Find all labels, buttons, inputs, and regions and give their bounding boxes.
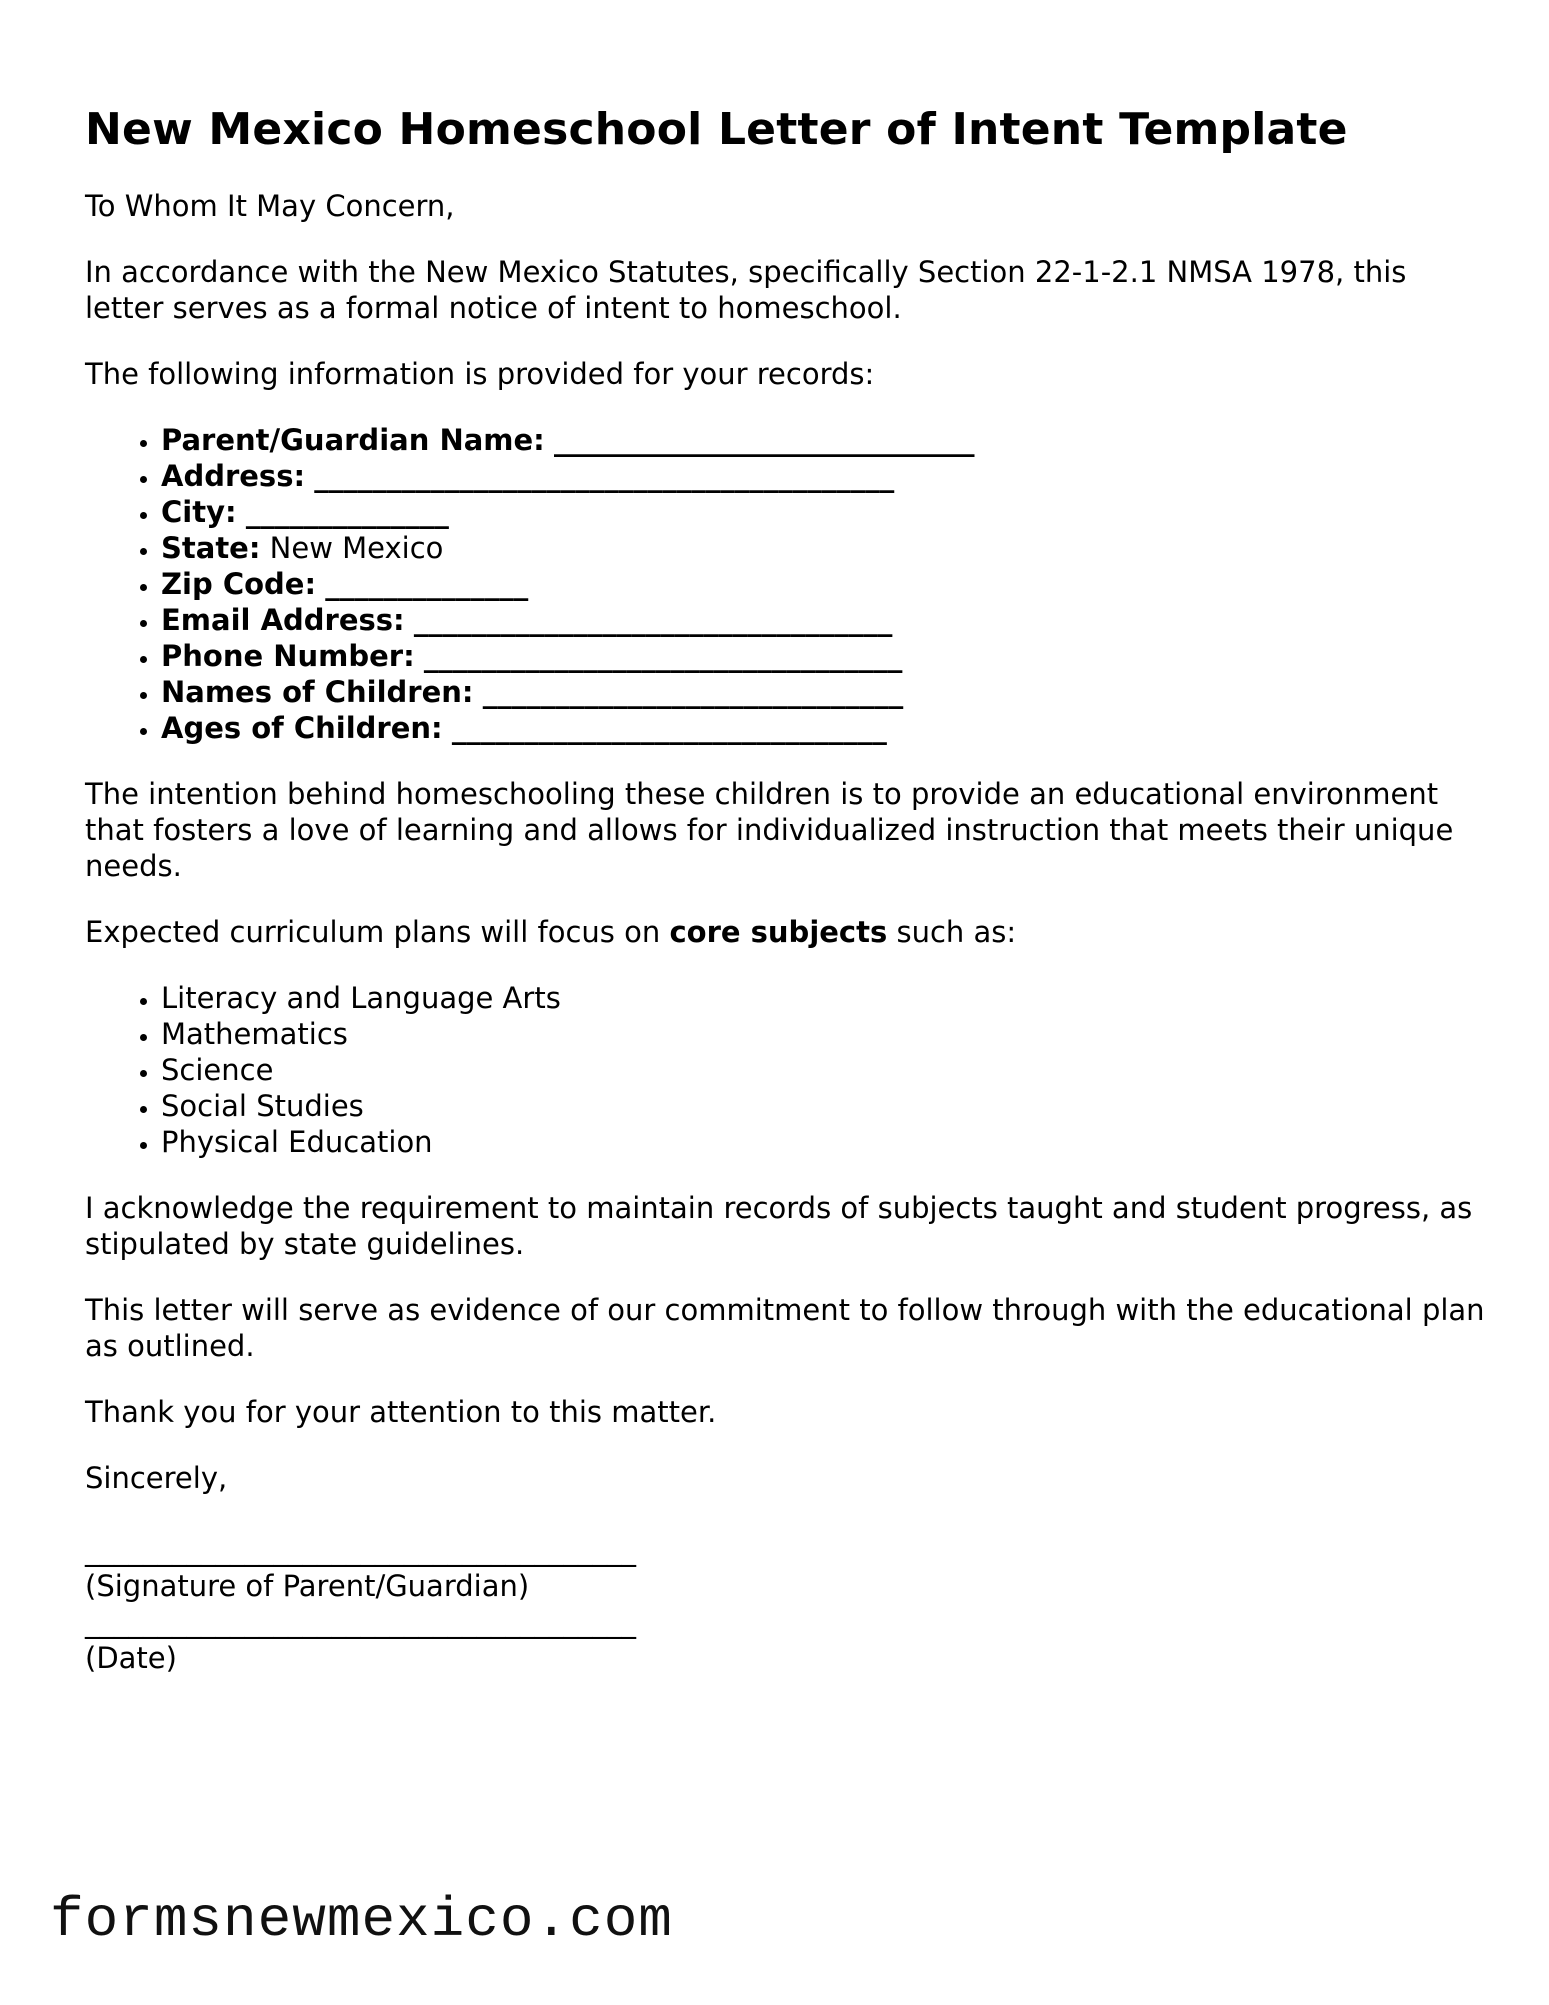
field-blank: ______________ [325, 567, 529, 601]
greeting: To Whom It May Concern, [85, 189, 455, 223]
subject-item: • Science [161, 1052, 1485, 1088]
page-title: New Mexico Homeschool Letter of Intent Template [85, 104, 1348, 155]
info-field-list [85, 422, 1485, 746]
subject-list [85, 980, 1485, 1160]
field-children-names [161, 674, 1485, 710]
signature-block [85, 1532, 1485, 1676]
field-parent-name [161, 422, 1485, 458]
signature-line: ______________________________________ [85, 1533, 636, 1567]
field-blank: ________________________________________ [314, 459, 895, 493]
field-label: Names of Children: [161, 675, 474, 709]
field-label: Parent/Guardian Name: [161, 423, 545, 457]
date-caption: (Date) [85, 1641, 177, 1675]
intro-paragraph: In accordance with the New Mexico Statutes, specifically Section 22-1-2.1 NMSA 1978, this letter serves as a formal notice of intent to homeschool. [85, 255, 1407, 325]
curriculum-emphasis: core subjects [669, 915, 888, 949]
curriculum-paragraph [85, 914, 1485, 950]
footer-watermark: formsnewmexico.com [50, 1888, 673, 1952]
field-label: Phone Number: [161, 639, 415, 673]
subject-item: • Physical Education [161, 1124, 1485, 1160]
signature-caption: (Signature of Parent/Guardian) [85, 1569, 530, 1603]
field-blank: _________________________________ [413, 603, 893, 637]
field-label: Zip Code: [161, 567, 317, 601]
intention-paragraph: The intention behind homeschooling these children is to provide an educational environment that fosters a love of learning and allows for individualized instruction that meets their unique needs. [85, 777, 1454, 883]
field-blank: ______________________________ [451, 711, 887, 745]
subject-item: • Social Studies [161, 1088, 1485, 1124]
field-blank: ______________ [245, 495, 449, 529]
field-value: New Mexico [269, 531, 444, 565]
field-blank: _____________________________ [482, 675, 904, 709]
field-label: Email Address: [161, 603, 405, 637]
date-line: ______________________________________ [85, 1605, 636, 1639]
field-state [161, 530, 1485, 566]
curriculum-text: Expected curriculum plans will focus on [85, 915, 670, 949]
acknowledge-paragraph: I acknowledge the requirement to maintain records of subjects taught and student progress, as stipulated by state guidelines. [85, 1191, 1473, 1261]
field-children-ages [161, 710, 1485, 746]
field-label: Ages of Children: [161, 711, 443, 745]
subject-item: • Mathematics [161, 1016, 1485, 1052]
closing: Sincerely, [85, 1461, 228, 1495]
field-zip-code [161, 566, 1485, 602]
commitment-paragraph: This letter will serve as evidence of our commitment to follow through with the educational plan as outlined. [85, 1293, 1485, 1363]
field-label: City: [161, 495, 237, 529]
subject-item: • Literacy and Language Arts [161, 980, 1485, 1016]
field-phone [161, 638, 1485, 674]
info-lead: The following information is provided for your records: [85, 357, 875, 391]
field-blank: _________________________________ [423, 639, 903, 673]
thanks-paragraph: Thank you for your attention to this matter. [85, 1395, 717, 1429]
field-blank: _____________________________ [554, 423, 975, 457]
field-address [161, 458, 1485, 494]
field-email [161, 602, 1485, 638]
field-city [161, 494, 1485, 530]
field-label: State: [161, 531, 261, 565]
curriculum-text-end: such as: [887, 915, 1017, 949]
field-label: Address: [161, 459, 306, 493]
letter-page [85, 100, 1485, 1676]
